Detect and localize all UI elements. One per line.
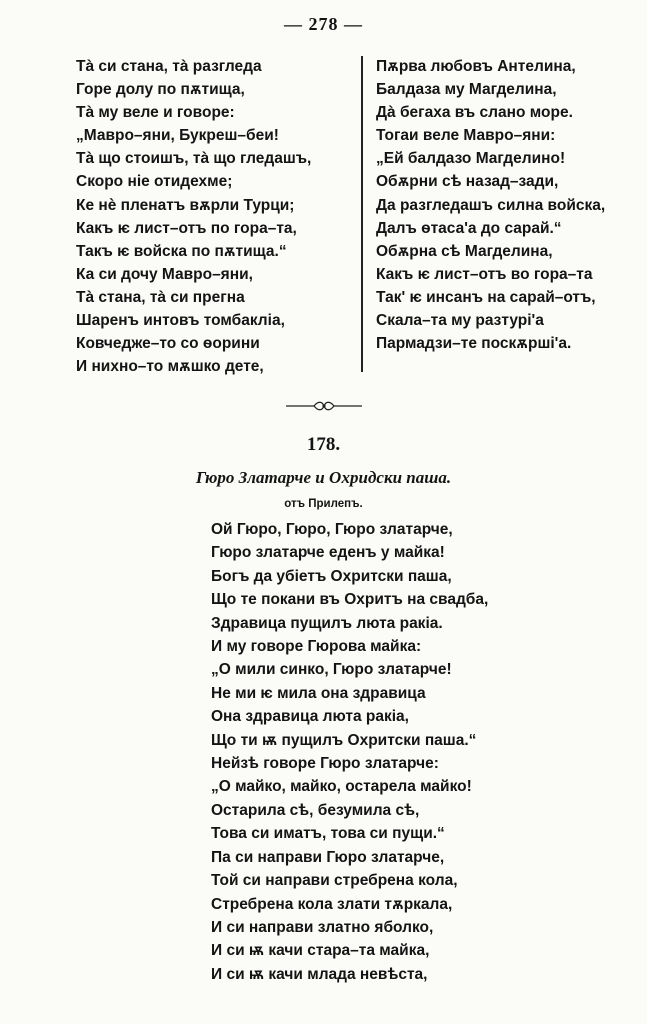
verse-line: „Мавро–яни, Букреш–беи!: [76, 127, 279, 145]
verse-line: Тà стана, тà си прегна: [76, 288, 245, 306]
verse-line: Тогаи веле Мавро–яни:: [376, 127, 556, 145]
left-column: [76, 55, 311, 378]
song-title: Гюро Златарче и Охридски паша.: [195, 468, 452, 487]
verse-line: Тà си стана, тà разгледа: [76, 58, 262, 75]
verse-line: Това си иматъ, това си пущи.“: [211, 825, 445, 843]
verse-line: Тà му веле и говоре:: [76, 104, 235, 122]
verse-line: Па си направи Гюро златарче,: [211, 848, 445, 866]
verse-line: Богъ да убіетъ Охритски паша,: [211, 567, 452, 585]
page-number: — 278 —: [284, 14, 363, 34]
verse-line: Балдаза му Магделина,: [376, 81, 557, 99]
verse-line: Шаренъ интовъ томбакліа,: [76, 312, 285, 330]
ornament-icon: [284, 399, 364, 413]
verse-line: „О майко, майко, остарела майко!: [211, 778, 472, 796]
verse-line: „О мили синко, Гюро златарче!: [211, 661, 452, 679]
song-number: 178.: [306, 434, 341, 455]
ornament-divider: [0, 398, 647, 417]
verse-line: Пѫрва любовъ Антелина,: [376, 58, 576, 75]
verse-line: Какъ ѥ лист–отъ во гора–та: [376, 265, 593, 283]
verse-line: Тà що стоишъ, тà що гледашъ,: [76, 150, 312, 168]
verse-line: Гюро златарче еденъ у майка!: [211, 544, 445, 562]
column-divider: [361, 56, 363, 372]
verse-line: Ой Гюро, Гюро, Гюро златарче,: [211, 521, 453, 538]
verse-line: Ке нѐ пленатъ вѫрли Турци;: [76, 196, 295, 214]
verse-line: Що те покани въ Охритъ на свадба,: [211, 591, 489, 609]
verse-line: Какъ ѥ лист–отъ по гора–та,: [76, 219, 297, 237]
right-column: [376, 55, 605, 355]
song-origin: отъ Прилепъ.: [284, 498, 363, 510]
verse-line: Стребрена кола злати тѫркала,: [211, 895, 453, 913]
verse-line: Она здравица люта ракіа,: [211, 708, 409, 726]
verse-line: И му говоре Гюрова майка:: [211, 638, 422, 656]
verse-line: Той си направи стребрена кола,: [211, 872, 458, 890]
verse-line: И си ѭ качи стара–та майка,: [211, 942, 430, 960]
verse-line: Обѫрна сѣ Магделина,: [376, 242, 553, 260]
verse-line: Далъ ѳтаса'а до сарай.“: [376, 219, 562, 237]
song-text: [211, 518, 488, 986]
verse-line: Дà бегаха въ слано море.: [376, 104, 573, 122]
verse-line: Що ти ѭ пущилъ Охритски паша.“: [211, 731, 477, 749]
verse-line: Скала–та му разтурі'а: [376, 312, 544, 330]
verse-line: Остарила сѣ, безумила сѣ,: [211, 801, 420, 819]
verse-line: Ковчедже–то со ѳорини: [76, 335, 260, 353]
verse-line: Обѫрни сѣ назад–зади,: [376, 173, 559, 191]
verse-line: Не ми ѥ мила она здравица: [211, 684, 426, 702]
verse-line: Горе долу по пѫтища,: [76, 81, 245, 99]
verse-line: Скоро ніе отидехме;: [76, 173, 233, 191]
verse-line: „Ей балдазо Магделино!: [376, 150, 566, 168]
verse-line: Пармадзи–те поскѫрші'а.: [376, 335, 572, 353]
verse-line: Здравица пущилъ люта ракіа.: [211, 614, 443, 632]
verse-line: Нейзѣ говоре Гюро златарче:: [211, 755, 439, 773]
verse-line: И си ѭ качи млада невѣста,: [211, 965, 428, 983]
verse-line: Да разгледашъ силна войска,: [376, 196, 606, 214]
verse-line: Так' ѥ инсанъ на сарай–отъ,: [376, 288, 596, 306]
verse-line: И си направи златно яболко,: [211, 918, 434, 936]
verse-line: Ка си дочу Мавро–яни,: [76, 265, 253, 283]
verse-line: И нихно–то мѫшко дете,: [76, 358, 264, 376]
verse-line: Такъ ѥ войска по пѫтища.“: [76, 242, 287, 260]
